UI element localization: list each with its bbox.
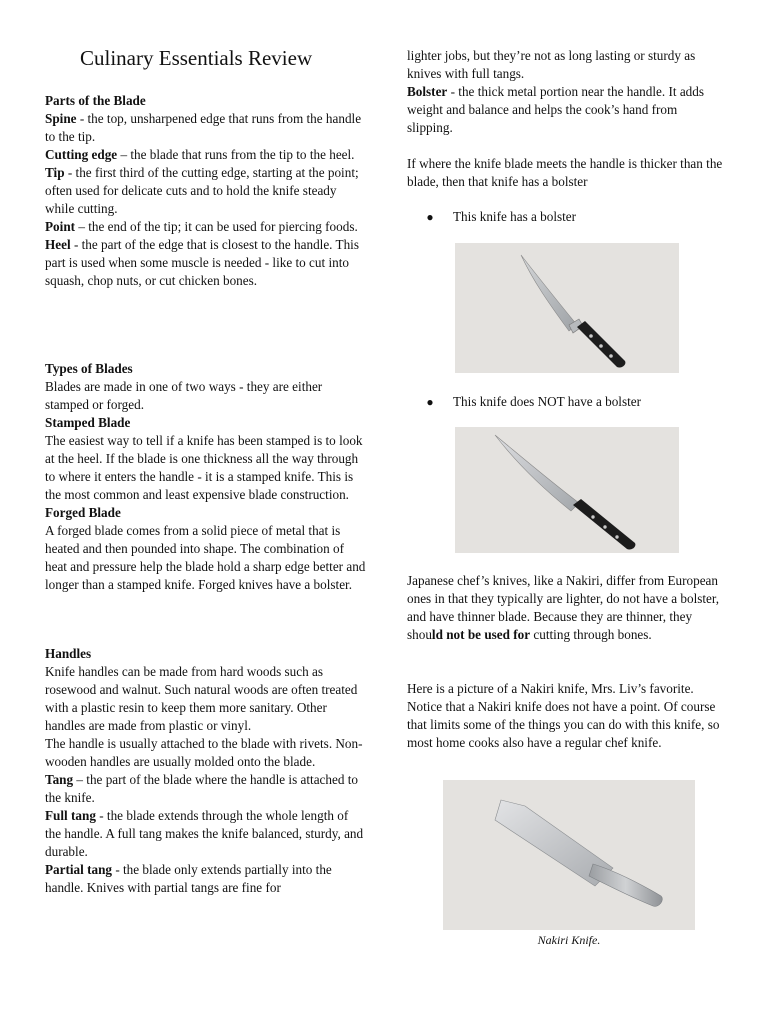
bullet-icon: ● xyxy=(426,210,434,224)
forged-text: A forged blade comes from a solid piece of metal that is heated and then pounded into shape. The combination of heat and pressure help the blade hold a sharp edge better and longer than a stamped knife. Forged knives have a bolster. xyxy=(45,523,366,592)
handles-heading: Handles xyxy=(45,646,92,661)
types-section xyxy=(45,360,367,594)
knife-without-bolster-photo xyxy=(455,427,679,553)
parts-section xyxy=(45,92,367,290)
cutting-edge-def: Cutting edge – the blade that runs from the tip to the heel. xyxy=(45,147,355,162)
tang-def: Tang – the part of the blade where the handle is attached to the knife. xyxy=(45,772,358,805)
stamped-text: The easiest way to tell if a knife has been stamped is to look at the heel. If the blade is one thickness all the way through to where it enters the handle - it is a stamped knife. This is the most common and least expensive blade construction. xyxy=(45,433,363,502)
forged-heading: Forged Blade xyxy=(45,505,121,520)
page-title: Culinary Essentials Review xyxy=(80,46,313,70)
handles-p1: Knife handles can be made from hard woods such as rosewood and walnut. Such natural woods are often treated with a plastic resin to keep them more sanitary. Other handles are made from plastic or vinyl. xyxy=(45,664,358,733)
tang-continued: lighter jobs, but they’re not as long lasting or sturdy as knives with full tangs. xyxy=(407,48,696,81)
full-tang-def: Full tang - the blade extends through the whole length of the handle. A full tang makes the knife balanced, sturdy, and durable. xyxy=(45,808,364,859)
point-def: Point – the end of the tip; it can be used for piercing foods. xyxy=(45,219,358,234)
right-top-text xyxy=(407,47,725,137)
bolster-def: Bolster - the thick metal portion near the handle. It adds weight and balance and helps the cook’s hand from slipping. xyxy=(407,84,705,135)
handles-section xyxy=(45,645,367,897)
handles-p2: The handle is usually attached to the blade with rivets. Non-wooden handles are usually molded onto the blade. xyxy=(45,736,363,769)
tip-def: Tip - the first third of the cutting edge, starting at the point; often used for delicate cuts and to hold the knife steady while cutting. xyxy=(45,165,359,216)
bullet-without-bolster: ● This knife does NOT have a bolster xyxy=(407,393,725,411)
nakiri-knife-photo xyxy=(443,780,695,930)
partial-tang-def: Partial tang - the blade only extends partially into the handle. Knives with partial tangs are fine for xyxy=(45,862,332,895)
bullet-with-bolster: ● This knife has a bolster xyxy=(407,208,725,226)
spine-def: Spine - the top, unsharpened edge that runs from the handle to the tip. xyxy=(45,111,362,144)
nakiri-caption: Nakiri Knife. xyxy=(537,933,601,947)
heel-def: Heel - the part of the edge that is closest to the handle. This part is used when some muscle is needed - like to cut into squash, chop nuts, or cut chicken bones. xyxy=(45,237,359,288)
types-intro: Blades are made in one of two ways - they are either stamped or forged. xyxy=(45,379,323,412)
nakiri-text: Here is a picture of a Nakiri knife, Mrs. Liv’s favorite. Notice that a Nakiri knife does not have a point. Of course that limits some of the things you can do with this knife, so most home cooks also have a regular chef knife. xyxy=(407,681,720,750)
knife-with-bolster-photo xyxy=(455,243,679,373)
bullet-icon: ● xyxy=(426,395,434,409)
japanese-knives-text: Japanese chef’s knives, like a Nakiri, differ from European ones in that they typically are lighter, do not have a bolster, and have thinner blade. Because they are thinner, they should not be used for cutting through bones. xyxy=(407,573,720,642)
parts-heading: Parts of the Blade xyxy=(45,93,146,108)
types-heading: Types of Blades xyxy=(45,361,133,376)
stamped-heading: Stamped Blade xyxy=(45,415,131,430)
bolster-test: If where the knife blade meets the handle is thicker than the blade, then that knife has a bolster xyxy=(407,156,723,189)
